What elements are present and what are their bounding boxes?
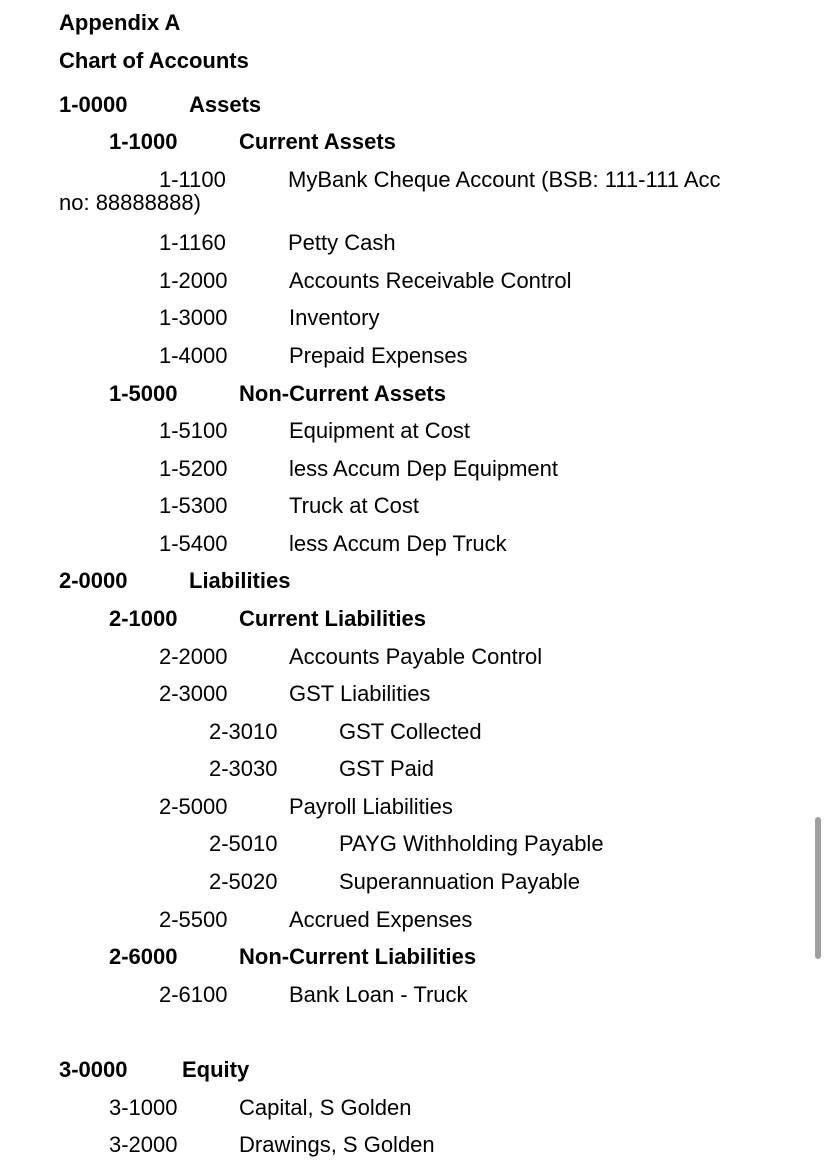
account-code: 1-3000 xyxy=(159,305,228,330)
account-row xyxy=(0,492,828,520)
account-name: Assets xyxy=(189,92,262,117)
account-name: Payroll Liabilities xyxy=(289,794,453,819)
account-row xyxy=(0,868,828,896)
account-row xyxy=(0,1094,828,1122)
account-code: 1-5400 xyxy=(159,531,228,556)
account-code: 2-5010 xyxy=(209,831,278,856)
account-row xyxy=(0,718,828,746)
account-code: 1-5300 xyxy=(159,493,228,518)
account-row xyxy=(0,455,828,483)
account-row xyxy=(0,128,828,156)
account-name: Truck at Cost xyxy=(289,493,419,518)
account-row xyxy=(0,981,828,1009)
account-name: less Accum Dep Truck xyxy=(289,531,507,556)
account-code: 2-5500 xyxy=(159,907,228,932)
account-name: Equity xyxy=(182,1057,250,1082)
account-name: GST Collected xyxy=(339,719,482,744)
account-code: 2-1000 xyxy=(109,606,178,631)
account-row xyxy=(0,166,828,218)
account-name: GST Paid xyxy=(339,756,434,781)
account-name: Drawings, S Golden xyxy=(239,1132,435,1157)
account-code: 2-0000 xyxy=(59,568,128,593)
account-code: 1-4000 xyxy=(159,343,228,368)
account-name-continuation: no: 88888888) xyxy=(59,190,201,215)
account-name: Equipment at Cost xyxy=(289,418,470,443)
account-code: 2-5020 xyxy=(209,869,278,894)
account-code: 3-1000 xyxy=(109,1095,178,1120)
account-row xyxy=(0,380,828,408)
account-row xyxy=(0,342,828,370)
account-code: 2-5000 xyxy=(159,794,228,819)
document-title: Appendix A xyxy=(59,10,181,35)
vertical-scrollbar[interactable] xyxy=(815,817,821,959)
account-name: MyBank Cheque Account (BSB: 111-111 Acc xyxy=(288,167,721,192)
account-code: 3-2000 xyxy=(109,1132,178,1157)
account-name: Bank Loan - Truck xyxy=(289,982,468,1007)
account-row xyxy=(0,567,828,595)
account-row xyxy=(0,680,828,708)
account-code: 2-2000 xyxy=(159,644,228,669)
account-name: Accounts Receivable Control xyxy=(289,268,572,293)
account-row xyxy=(0,91,828,119)
account-row xyxy=(0,643,828,671)
account-code: 1-5100 xyxy=(159,418,228,443)
account-code: 2-3000 xyxy=(159,681,228,706)
account-name: Non-Current Assets xyxy=(239,381,446,406)
account-code: 1-1000 xyxy=(109,129,178,154)
account-code: 2-3030 xyxy=(209,756,278,781)
account-row xyxy=(0,906,828,934)
account-row xyxy=(0,943,828,971)
account-row xyxy=(0,530,828,558)
account-code: 1-0000 xyxy=(59,92,128,117)
account-name: Capital, S Golden xyxy=(239,1095,412,1120)
account-code: 2-6100 xyxy=(159,982,228,1007)
account-row xyxy=(0,1056,828,1084)
account-name: Current Assets xyxy=(239,129,396,154)
account-row xyxy=(0,605,828,633)
account-name: Accrued Expenses xyxy=(289,907,473,932)
account-name: Liabilities xyxy=(189,568,291,593)
account-code: 1-2000 xyxy=(159,268,228,293)
account-name: Current Liabilities xyxy=(239,606,427,631)
account-name: Petty Cash xyxy=(288,230,396,255)
account-name: Inventory xyxy=(289,305,380,330)
account-row xyxy=(0,267,828,295)
account-name: PAYG Withholding Payable xyxy=(339,831,604,856)
account-code: 1-5200 xyxy=(159,456,228,481)
account-row xyxy=(0,229,828,257)
account-row xyxy=(0,304,828,332)
account-row xyxy=(0,830,828,858)
account-code: 2-6000 xyxy=(109,944,178,969)
account-name: GST Liabilities xyxy=(289,681,431,706)
account-name: Accounts Payable Control xyxy=(289,644,543,669)
account-name: Superannuation Payable xyxy=(339,869,580,894)
account-row xyxy=(0,1131,828,1159)
account-row xyxy=(0,793,828,821)
account-name: Prepaid Expenses xyxy=(289,343,468,368)
account-code: 1-1100 xyxy=(159,167,226,192)
account-code: 1-5000 xyxy=(109,381,178,406)
account-name: less Accum Dep Equipment xyxy=(289,456,559,481)
account-code: 3-0000 xyxy=(59,1057,128,1082)
account-name: Non-Current Liabilities xyxy=(239,944,477,969)
account-code: 2-3010 xyxy=(209,719,278,744)
account-row xyxy=(0,755,828,783)
account-code: 1-1160 xyxy=(159,230,226,255)
document-subtitle: Chart of Accounts xyxy=(59,48,249,73)
account-row xyxy=(0,417,828,445)
